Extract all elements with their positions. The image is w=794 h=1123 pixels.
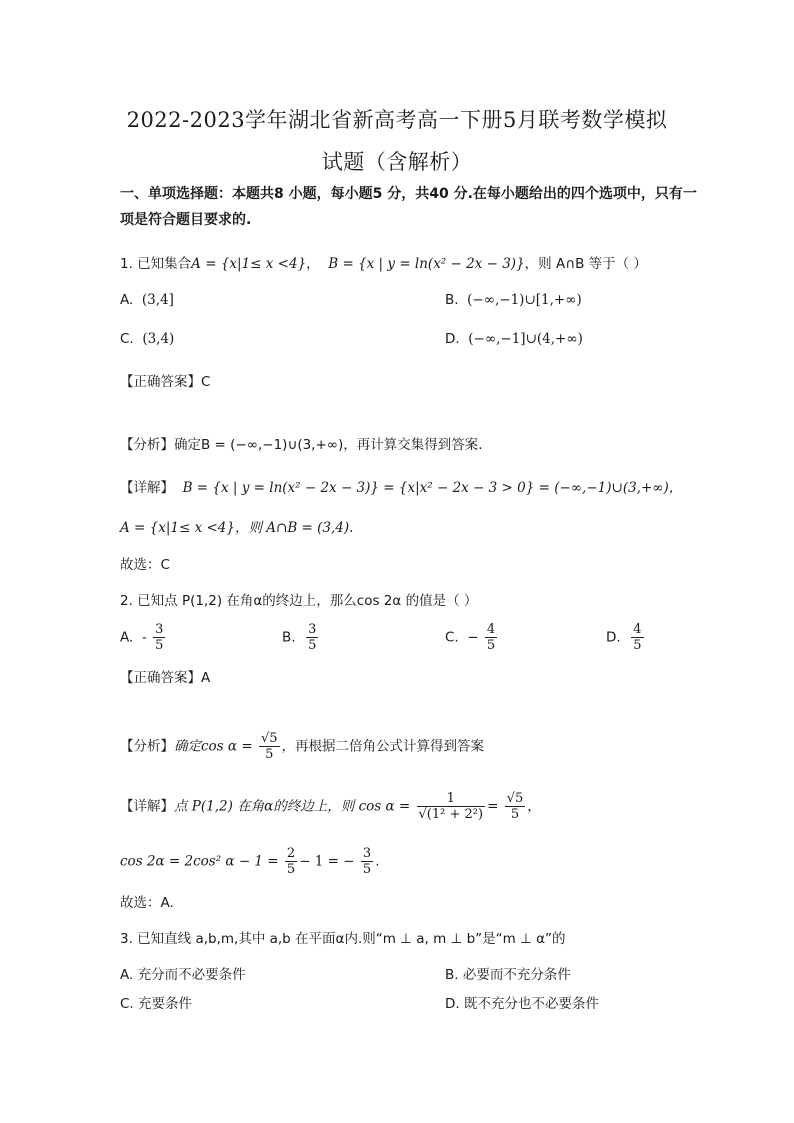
q3-option-a: A. 充分而不必要条件 xyxy=(120,967,246,983)
q2-analysis-den: 5 xyxy=(265,747,274,762)
q1-option-d-text: (−∞,−1]∪(4,+∞) xyxy=(468,331,583,347)
q2-option-b-label: B. xyxy=(282,629,296,646)
q2-detail-label: 【详解】 xyxy=(120,798,174,815)
q2-detail-post: ， xyxy=(527,798,541,815)
q2-analysis xyxy=(120,731,484,762)
q1-analysis-text: 确定B = (−∞,−1)∪(3,+∞)，再计算交集得到答案. xyxy=(174,437,483,453)
q2-analysis-pre: 确定cos α = xyxy=(174,738,253,755)
q1-detail-label: 【详解】 xyxy=(120,480,174,496)
q2-option-d-fraction xyxy=(631,622,643,653)
q2-option-b-den: 5 xyxy=(308,638,317,653)
q2-option-d xyxy=(606,622,646,653)
q1-option-a xyxy=(120,292,174,308)
q2-detail2-den2: 5 xyxy=(362,862,372,877)
q2-detail-line2 xyxy=(120,846,379,877)
q2-analysis-label: 【分析】 xyxy=(120,738,174,755)
q2-detail-den1: √(1² + 2²) xyxy=(418,807,484,822)
q1-option-b xyxy=(445,292,582,308)
q1-set-a: A = {x|1≤ x <4} xyxy=(191,256,307,272)
q1-option-a-label: A. xyxy=(120,292,134,308)
q1-option-a-text: (3,4] xyxy=(141,292,174,308)
q2-option-d-label: D. xyxy=(606,629,621,646)
q1-detail-line1-text: B = {x | y = ln(x² − 2x − 3)} = {x|x² − 2x − 3 > 0} = (−∞,−1)∪(3,+∞)， xyxy=(182,480,683,496)
q1-answer: 【正确答案】C xyxy=(120,374,211,390)
q3-option-b: B. 必要而不充分条件 xyxy=(445,967,571,983)
q2-detail2-num1: 2 xyxy=(286,846,296,861)
q2-option-a-num: 3 xyxy=(155,622,164,637)
q1-option-d xyxy=(445,331,583,347)
q2-option-a xyxy=(120,622,167,653)
q2-detail-fraction2 xyxy=(505,791,526,822)
q2-detail2-fraction2 xyxy=(361,846,373,877)
q1-stem-prefix: 1. 已知集合 xyxy=(120,256,192,272)
q2-option-b-fraction xyxy=(306,622,318,653)
q2-analysis-num: √5 xyxy=(260,731,278,746)
q2-option-a-fraction xyxy=(153,622,165,653)
q2-option-c xyxy=(445,622,499,653)
q1-option-c xyxy=(120,331,174,347)
q2-stem: 2. 已知点 P(1,2) 在角α的终边上，那么cos 2α 的值是（ ） xyxy=(120,593,478,609)
q2-option-b-num: 3 xyxy=(308,622,317,637)
document-title-line1: 2022-2023学年湖北省新高考高一下册5月联考数学模拟 xyxy=(126,108,668,132)
q2-detail-num1: 1 xyxy=(417,791,486,807)
q1-choice: 故选：C xyxy=(120,557,170,573)
q2-answer: 【正确答案】A xyxy=(120,670,211,686)
q1-option-b-label: B. xyxy=(445,292,459,308)
q2-analysis-post: ，再根据二倍角公式计算得到答案 xyxy=(281,738,484,755)
q2-detail-eq: = xyxy=(487,798,499,815)
q3-option-c: C. 充要条件 xyxy=(120,996,193,1012)
q2-option-c-sign: − xyxy=(467,629,479,646)
q2-choice: 故选：A. xyxy=(120,895,174,911)
q1-detail-line2 xyxy=(120,516,353,536)
q1-option-d-label: D. xyxy=(445,331,460,347)
q2-detail-num2: √5 xyxy=(506,791,524,806)
q2-detail-fraction1 xyxy=(417,791,486,822)
q1-analysis xyxy=(120,433,483,453)
q1-analysis-label: 【分析】 xyxy=(120,437,174,453)
q1-stem-suffix: ，则 A∩B 等于（ ） xyxy=(524,256,647,272)
q2-detail2-den1: 5 xyxy=(286,862,296,877)
q2-detail2-fraction1 xyxy=(285,846,297,877)
q2-analysis-fraction xyxy=(259,731,280,762)
q2-detail2-num2: 3 xyxy=(362,846,372,861)
q2-option-c-num: 4 xyxy=(486,622,496,637)
q3-stem: 3. 已知直线 a,b,m,其中 a,b 在平面α内.则“m ⊥ a, m ⊥ b”是“m ⊥ α”的 xyxy=(120,931,566,947)
q2-option-a-sign: - xyxy=(141,629,147,646)
q2-option-c-fraction xyxy=(485,622,497,653)
q1-option-b-text: (−∞,−1)∪[1,+∞) xyxy=(467,292,582,308)
q2-option-c-label: C. xyxy=(445,629,459,646)
q1-detail-line2-text: A = {x|1≤ x <4}，则 A∩B = (3,4). xyxy=(120,520,354,536)
q3-option-d: D. 既不充分也不必要条件 xyxy=(445,996,599,1012)
q1-stem: 1. 已知集合A = {x|1≤ x <4}， B = {x | y = ln(x² − 2x − 3)}，则 A∩B 等于（ ） xyxy=(120,256,647,272)
q1-set-b: B = {x | y = ln(x² − 2x − 3)} xyxy=(328,256,525,272)
q2-detail-pre: 点 P(1,2) 在角α的终边上，则 cos α = xyxy=(174,798,411,815)
section-heading: 一、单项选择题：本题共8 小题，每小题5 分，共40 分.在每小题给出的四个选项中，只有一项是符合题目要求的. xyxy=(120,186,697,228)
q2-option-a-den: 5 xyxy=(155,638,164,653)
q2-option-a-label: A. xyxy=(120,629,134,646)
q2-detail2-post: . xyxy=(375,853,380,870)
q2-detail2-pre: cos 2α = 2cos² α − 1 = xyxy=(120,853,279,870)
q1-detail-line1 xyxy=(120,476,682,496)
q2-option-c-den: 5 xyxy=(486,638,496,653)
q1-option-c-text: (3,4) xyxy=(142,331,175,347)
q2-option-b xyxy=(282,622,320,653)
q2-option-d-num: 4 xyxy=(633,622,642,637)
q2-option-d-den: 5 xyxy=(633,638,642,653)
q1-option-c-label: C. xyxy=(120,331,134,347)
document-title-line2: 试题（含解析） xyxy=(321,150,473,174)
q2-detail-line1 xyxy=(120,791,541,822)
q2-detail-den2: 5 xyxy=(510,807,520,822)
q2-detail2-mid: − 1 = − xyxy=(299,853,355,870)
